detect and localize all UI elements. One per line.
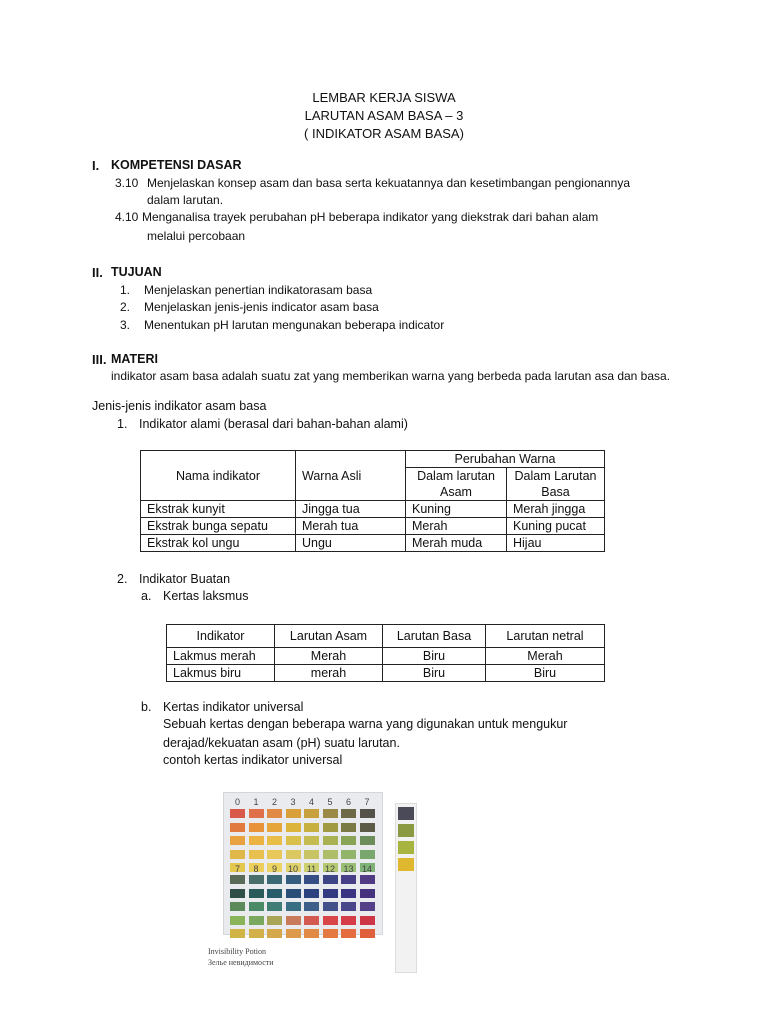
table-header-asam-line1: Dalam larutan [417,469,495,483]
ph-color-swatch [360,889,375,898]
ph-color-swatch [267,809,282,818]
tujuan-item-text: Menentukan pH larutan mengunakan beberapa indicator [144,318,445,332]
ph-color-swatch [286,929,301,938]
cell-asli: Ungu [296,535,406,552]
ph-color-swatch [286,850,301,859]
ph-number-label: 1 [253,797,259,807]
section-heading-kompetensi: KOMPETENSI DASAR [111,158,242,172]
cell: Lakmus merah [167,648,275,665]
cell-nama: Ekstrak kol ungu [141,535,296,552]
table-row [141,501,605,518]
ph-color-swatch [323,850,338,859]
ph-color-swatch [341,875,356,884]
ph-color-swatch [230,809,245,818]
ph-color-swatch [249,916,264,925]
ph-color-swatch [249,875,264,884]
table-header-nama: Nama indikator [141,451,296,501]
section-number-iii: III. [92,352,107,367]
ph-color-swatch [249,836,264,845]
ph-number-label: 13 [343,864,354,874]
cell: Biru [486,665,605,682]
ph-color-swatch [230,902,245,911]
ph-color-swatch [267,823,282,832]
ph-color-swatch [267,836,282,845]
ph-color-swatch [323,902,338,911]
litmus-table [166,624,605,682]
materi-text: indikator asam basa adalah suatu zat yang memberikan warna yang berbeda pada larutan asa dan basa. [111,369,671,383]
ph-color-swatch [286,875,301,884]
ph-color-swatch [341,823,356,832]
kompetensi-item-text: Menganalisa trayek perubahan pH beberapa indikator yang diekstrak dari bahan alam [142,210,599,224]
ph-color-swatch [304,875,319,884]
ph-number-label: 7 [234,864,240,874]
ph-color-swatch [341,889,356,898]
section-number-i: I. [92,158,100,173]
universal-num: b. [141,700,152,714]
cell-nama: Ekstrak bunga sepatu [141,518,296,535]
strip-color-pad [398,824,414,837]
ph-color-swatch [323,823,338,832]
table-header-asam [406,468,507,501]
cell: Merah [486,648,605,665]
ph-color-swatch [360,929,375,938]
section-heading-tujuan: TUJUAN [111,265,162,279]
ph-number-label: 9 [271,864,277,874]
ph-color-swatch [360,902,375,911]
ph-color-swatch [249,902,264,911]
table-row [167,665,605,682]
ph-color-swatch [304,929,319,938]
ph-color-swatch [267,916,282,925]
tujuan-item-text: Menjelaskan jenis-jenis indicator asam basa [144,300,379,314]
table-header: Larutan netral [486,625,605,648]
table-header-asam-line2: Asam [440,485,472,499]
ph-color-swatch [249,889,264,898]
lakmus-label: Kertas laksmus [163,589,249,603]
ph-color-swatch [360,836,375,845]
tujuan-item-num: 1. [120,283,131,297]
ph-color-swatch [360,916,375,925]
ph-color-swatch [341,850,356,859]
ph-number-label: 4 [308,797,314,807]
table-header: Larutan Asam [275,625,383,648]
doc-title-line3: ( INDIKATOR ASAM BASA) [304,126,464,141]
ph-number-label: 6 [345,797,351,807]
table-row [167,648,605,665]
ph-color-swatch [323,916,338,925]
kompetensi-item-text-cont: melalui percobaan [147,229,246,243]
natural-indicator-table [140,450,605,552]
ph-number-label: 7 [364,797,370,807]
table-header-basa [507,468,605,501]
ph-color-swatch [341,809,356,818]
cell-asli: Merah tua [296,518,406,535]
ph-color-swatch [267,875,282,884]
kompetensi-item-num: 3.10 [115,176,139,190]
ph-color-swatch [360,823,375,832]
ph-number-label: 11 [306,864,317,874]
cell: Merah [275,648,383,665]
alami-label: Indikator alami (berasal dari bahan-bahan alami) [139,417,408,431]
cell-asli: Jingga tua [296,501,406,518]
ph-color-swatch [267,889,282,898]
ph-color-swatch [304,809,319,818]
ph-color-swatch [341,836,356,845]
ph-color-swatch [341,902,356,911]
ph-color-swatch [249,929,264,938]
ph-number-label: 0 [234,797,240,807]
tujuan-item-num: 3. [120,318,131,332]
buatan-label: Indikator Buatan [139,572,231,586]
ph-color-swatch [230,836,245,845]
strip-color-pad [398,841,414,854]
ph-color-swatch [323,809,338,818]
cell-basa: Merah jingga [507,501,605,518]
universal-desc-1: Sebuah kertas dengan beberapa warna yang digunakan untuk mengukur [163,717,568,731]
ph-color-swatch [304,836,319,845]
ph-color-swatch [304,902,319,911]
ph-color-swatch [286,902,301,911]
ph-color-swatch [323,889,338,898]
ph-color-swatch [323,875,338,884]
ph-number-label: 14 [361,864,372,874]
ph-color-swatch [230,916,245,925]
ph-color-swatch [230,889,245,898]
universal-label: Kertas indikator universal [163,700,304,714]
ph-color-swatch [267,902,282,911]
cell: merah [275,665,383,682]
ph-color-swatch [230,850,245,859]
cell: Biru [383,665,486,682]
ph-number-label: 12 [324,864,335,874]
ph-color-swatch [304,823,319,832]
cell-asam: Merah [406,518,507,535]
strip-color-pad [398,858,414,871]
ph-color-swatch [286,889,301,898]
ph-color-swatch [230,823,245,832]
ph-color-swatch [304,850,319,859]
ph-number-label: 10 [287,864,298,874]
jenis-heading: Jenis-jenis indikator asam basa [92,399,267,413]
kompetensi-item-text: Menjelaskan konsep asam dan basa serta kekuatannya dan kesetimbangan pengionannya [147,176,630,190]
ph-color-swatch [267,850,282,859]
ph-color-swatch [230,875,245,884]
cell-nama: Ekstrak kunyit [141,501,296,518]
table-row [141,518,605,535]
lakmus-num: a. [141,589,152,603]
strip-color-pad [398,807,414,820]
universal-indicator-chart-image [223,792,383,935]
cell: Lakmus biru [167,665,275,682]
universal-desc-3: contoh kertas indikator universal [163,753,343,767]
ph-color-swatch [230,929,245,938]
tujuan-item-text: Menjelaskan penertian indikatorasam basa [144,283,373,297]
ph-color-swatch [360,850,375,859]
table-header: Indikator [167,625,275,648]
ph-color-swatch [360,809,375,818]
cell-basa: Hijau [507,535,605,552]
table-header: Larutan Basa [383,625,486,648]
ph-color-swatch [249,823,264,832]
table-header-basa-line1: Dalam Larutan [514,469,597,483]
indicator-paper-strip [395,803,417,973]
doc-title-line2: LARUTAN ASAM BASA – 3 [304,108,464,123]
ph-number-label: 5 [327,797,333,807]
kompetensi-item-text-cont: dalam larutan. [147,193,224,207]
ph-number-label: 2 [271,797,277,807]
doc-title-line1: LEMBAR KERJA SISWA [312,90,456,105]
ph-number-label: 8 [253,864,259,874]
ph-color-swatch [323,836,338,845]
ph-color-swatch [286,916,301,925]
cell-basa: Kuning pucat [507,518,605,535]
cell: Biru [383,648,486,665]
image-caption-1: Invisibility Potion [208,947,267,956]
ph-color-swatch [286,809,301,818]
ph-color-swatch [360,875,375,884]
table-header-warna-asli: Warna Asli [296,451,406,501]
ph-color-swatch [341,929,356,938]
cell-asam: Kuning [406,501,507,518]
tujuan-item-num: 2. [120,300,131,314]
ph-color-swatch [286,823,301,832]
table-header-basa-line2: Basa [541,485,570,499]
alami-num: 1. [117,417,128,431]
ph-color-swatch [341,916,356,925]
table-header-perubahan: Perubahan Warna [406,451,605,468]
kompetensi-item-num: 4.10 [115,210,139,224]
ph-number-label: 3 [290,797,296,807]
image-caption-2: Зелье невидимости [208,958,274,967]
universal-desc-2: derajad/kekuatan asam (pH) suatu larutan. [163,736,400,750]
section-heading-materi: MATERI [111,352,158,366]
ph-color-swatch [304,889,319,898]
section-number-ii: II. [92,265,103,280]
ph-color-swatch [249,850,264,859]
cell-asam: Merah muda [406,535,507,552]
buatan-num: 2. [117,572,128,586]
ph-color-swatch [249,809,264,818]
ph-color-swatch [267,929,282,938]
table-row [141,535,605,552]
ph-color-swatch [304,916,319,925]
ph-color-swatch [286,836,301,845]
ph-color-swatch [323,929,338,938]
